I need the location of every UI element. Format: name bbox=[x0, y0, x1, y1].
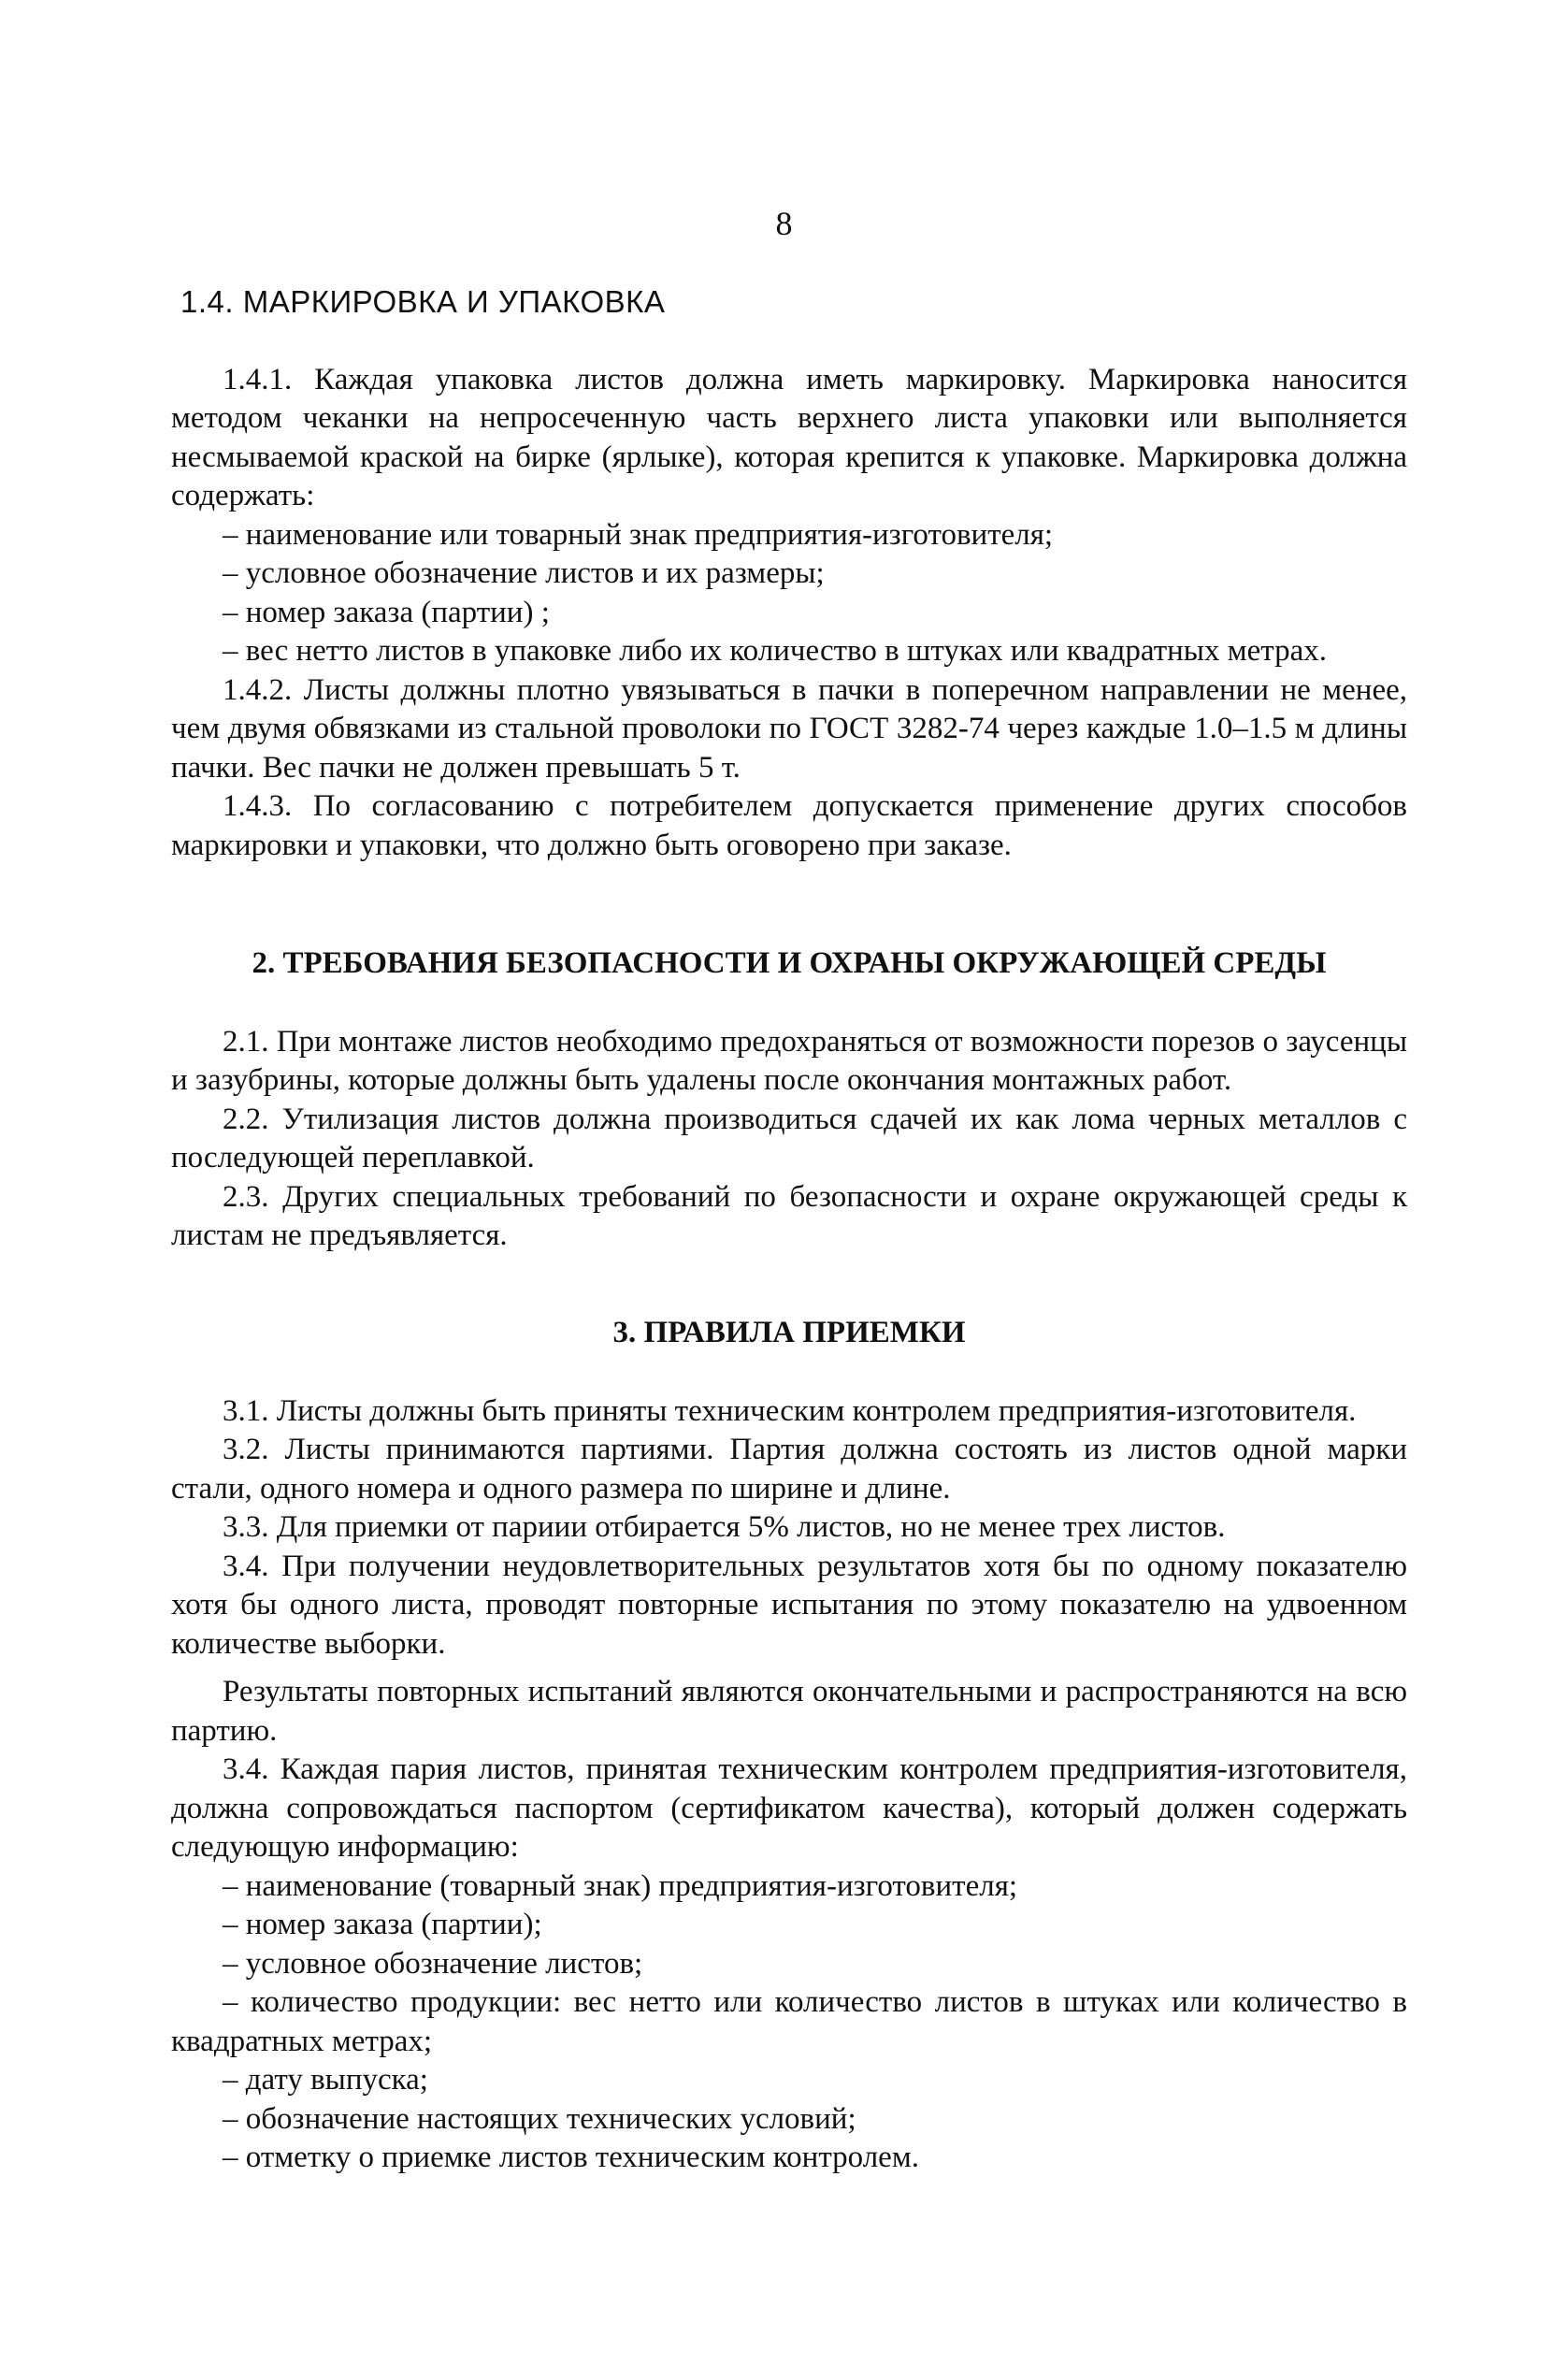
paragraph-3-4-result: Результаты повторных испытаний являются окончательными и распространяются на всю партию. bbox=[171, 1675, 1407, 1748]
list-item: – наименование (товарный знак) предприятия-изготовителя; bbox=[223, 1868, 1018, 1903]
paragraph-2-2: 2.2. Утилизация листов должна производиться сдачей их как лома черных металлов с последующей переплавкой. bbox=[171, 1102, 1407, 1175]
list-item: – вес нетто листов в упаковке либо их количество в штуках или квадратных метрах. bbox=[223, 634, 1327, 668]
paragraph-3-3: 3.3. Для приемки от париии отбирается 5% листов, но не менее трех листов. bbox=[223, 1510, 1226, 1544]
list-item: – условное обозначение листов и их размеры; bbox=[223, 556, 825, 590]
list-item: – условное обозначение листов; bbox=[223, 1946, 643, 1981]
paragraph-1-4-1: 1.4.1. Каждая упаковка листов должна иметь маркировку. Маркировка наносится методом чеканки на непросеченную часть верхнего листа упаковки или выполняется несмываемой краской на бирке (ярлыке), которая крепится к упаковке. Маркировка должна содержать: bbox=[171, 362, 1407, 512]
list-item: – обозначение настоящих технических условий; bbox=[223, 2101, 856, 2136]
list-item: – наименование или товарный знак предприятия-изготовителя; bbox=[223, 517, 1054, 552]
list-item: – дату выпуска; bbox=[223, 2063, 428, 2097]
paragraph-1-4-2: 1.4.2. Листы должны плотно увязываться в пачки в поперечном направлении не менее, чем двумя обвязками из стальной проволоки по ГОСТ 3282-74 через каждые 1.0–1.5 м длины пачки. Вес пачки не должен превышать 5 т. bbox=[171, 672, 1407, 785]
paragraph-3-4-passport: 3.4. Каждая пария листов, принятая техническим контролем предприятия-изготовителя, должна сопровождаться паспортом (сертификатом качества), который должен содержать следующую информацию: bbox=[171, 1752, 1407, 1864]
section-heading-3: 3. ПРАВИЛА ПРИЕМКИ bbox=[612, 1316, 966, 1349]
paragraph-1-4-3: 1.4.3. По согласованию с потребителем допускается применение других способов маркировки и упаковки, что должно быть оговорено при заказе. bbox=[171, 789, 1407, 862]
paragraph-3-1: 3.1. Листы должны быть приняты техническим контролем предприятия-изготовителя. bbox=[223, 1393, 1357, 1428]
section-heading-1-4: 1.4. МАРКИРОВКА И УПАКОВКА bbox=[180, 284, 666, 319]
section-heading-2: 2. ТРЕБОВАНИЯ БЕЗОПАСНОСТИ И ОХРАНЫ ОКРУЖАЮЩЕЙ СРЕДЫ bbox=[252, 946, 1327, 980]
section-acceptance-rules bbox=[171, 1314, 1407, 2178]
list-item: – количество продукции: вес нетто или количество листов в штуках или количество в квадратных метрах; bbox=[171, 1985, 1407, 2058]
section-safety-environment bbox=[171, 944, 1407, 1256]
paragraph-2-1: 2.1. При монтаже листов необходимо предохраняться от возможности порезов о заусенцы и зазубрины, которые должны быть удалены после окончания монтажных работ. bbox=[171, 1024, 1407, 1097]
paragraph-3-4: 3.4. При получении неудовлетворительных результатов хотя бы по одному показателю хотя бы одного листа, проводят повторные испытания по этому показателю на удвоенном количестве выборки. bbox=[171, 1549, 1407, 1661]
list-item: – номер заказа (партии); bbox=[223, 1908, 542, 1941]
list-item: – отметку о приемке листов техническим контролем. bbox=[223, 2141, 919, 2174]
paragraph-2-3: 2.3. Других специальных требований по безопасности и охране окружающей среды к листам не предъявляется. bbox=[171, 1179, 1407, 1252]
list-item: – номер заказа (партии) ; bbox=[223, 595, 550, 629]
page-number: 8 bbox=[775, 205, 793, 242]
paragraph-3-2: 3.2. Листы принимаются партиями. Партия должна состоять из листов одной марки стали, одного номера и одного размера по ширине и длине. bbox=[171, 1433, 1407, 1506]
section-marking-packaging bbox=[171, 282, 1407, 865]
